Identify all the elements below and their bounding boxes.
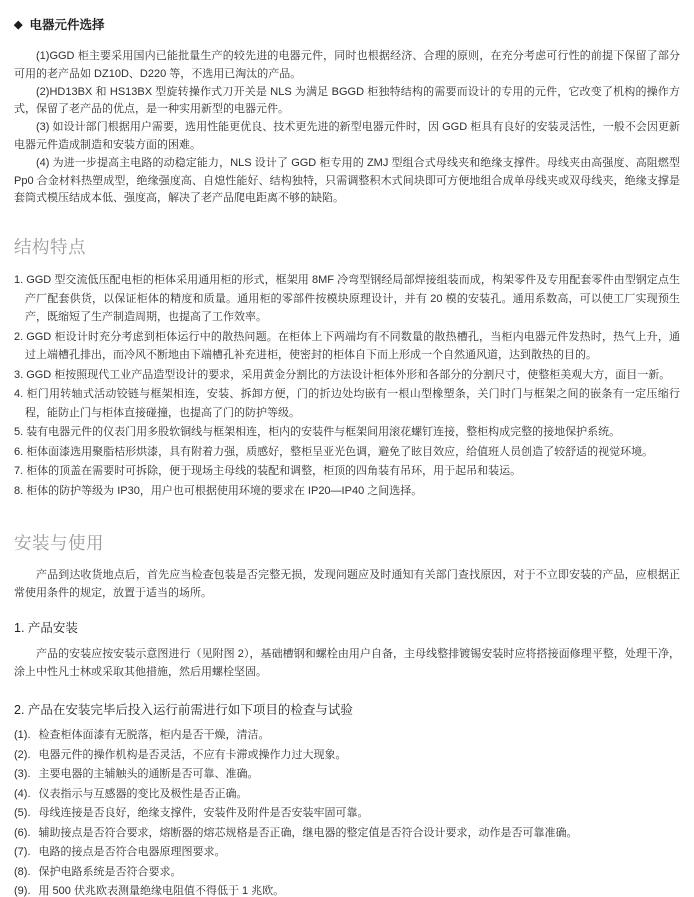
item-number: (5).	[14, 807, 31, 820]
list-item	[14, 885, 680, 897]
item-text: 柜体的防护等级为 IP30，用户也可根据使用环境的要求在 IP20—IP40 之间选择。	[26, 484, 423, 497]
section-title-structure-features: 结构特点	[14, 237, 86, 258]
list-item	[14, 385, 680, 422]
list-item	[14, 462, 680, 481]
item-text: GGD 型交流低压配电柜的柜体采用通用柜的形式，框架用 8MF 冷弯型钢经局部焊接组装而成，构架零件及专用配套零件由型钢定点生产厂配套供货，以保证柜体的精度和质量。通用柜的零部件按模块原理设计，并有 20 模的安装孔。通用系数高，可以使工厂实现预生产，既缩短了生产制造周期，也提高了工作效率。	[25, 274, 680, 324]
section-structure-features	[14, 234, 680, 500]
section-component-selection	[14, 15, 680, 208]
item-text: 辅助接点是否符合要求，熔断器的熔芯规格是否正确，继电器的整定值是否符合设计要求，动作是否可靠准确。	[38, 826, 578, 839]
list-item	[14, 827, 680, 839]
item-text: GGD 柜按照现代工业产品造型设计的要求，采用黄金分割比的方法设计柜体外形和各部分的分割尺寸，使整柜美观大方，面目一新。	[26, 368, 671, 381]
product-install-text: 产品的安装应按安装示意图进行（见附图 2），基础槽钢和螺栓由用户自备，主母线整排镀锡安装时应将搭接面修理平整，处理干净，涂上中性凡士林或采取其他措施，然后用螺栓坚固。	[14, 647, 680, 678]
item-number: 4.	[14, 388, 24, 401]
item-number: (2).	[14, 748, 31, 761]
item-text: 母线连接是否良好，绝缘支撑件，安装件及附件是否安装牢固可靠。	[38, 807, 369, 820]
item-text: 电路的接点是否符合电器原理图要求。	[38, 846, 226, 859]
item-number: 5.	[14, 426, 24, 439]
list-item	[14, 271, 680, 327]
list-item	[14, 328, 680, 365]
item-text: 用 500 伏兆欧表测量绝缘电阻值不得低于 1 兆欧。	[38, 885, 285, 897]
check-list	[14, 729, 680, 897]
list-item	[14, 366, 680, 385]
item-text: GGD 柜设计时充分考虑到柜体运行中的散热问题。在柜体上下两端均有不同数量的散热槽孔，当柜内电器元件发热时，热气上升，通过上端槽孔排出，而冷风不断地由下端槽孔补充进柜，使密封的柜体自下而上形成一个自然通风道，达到散热的目的。	[25, 330, 680, 362]
item-text: 柜门用转轴式活动铰链与框架相连，安装、拆卸方便，门的折边处均嵌有一根山型橡塑条，关门时门与框架之间的嵌条有一定压缩行程，能防止门与柜体直接碰撞，也提高了门的防护等级。	[25, 388, 680, 419]
item-number: 3.	[14, 368, 24, 381]
paragraph-1: (1)GGD 柜主要采用国内已能批量生产的较先进的电器元件，同时也根据经济、合理的原则，在充分考虑可行性的前提下保留了部分可用的老产品如 DZ10D、D220 等，不选用已淘汰的产品。	[14, 50, 680, 80]
subsection-title-checks: 2. 产品在安装完毕后投入运行前需进行如下项目的检查与试验	[14, 703, 353, 718]
section-title-component-selection	[14, 15, 680, 33]
item-text: 保护电路系统是否符合要求。	[38, 865, 182, 878]
item-number: 7.	[14, 465, 24, 478]
paragraph-4: (4) 为进一步提高主电路的动稳定能力，NLS 设计了 GGD 柜专用的 ZMJ 型组合式母线夹和绝缘支撑件。母线夹由高强度、高阻燃型 Pp0 合金材料热塑成型，绝缘强度高、自熄性能好、结构独特，只需调整积木式间块即可方便地组合成单母线夹或双母线夹，绝缘支撑是套筒式模压结成本低、强度高，解决了老产品爬电距离不够的缺陷。	[14, 156, 680, 205]
list-item	[14, 807, 680, 819]
feature-list	[14, 271, 680, 500]
list-item	[14, 788, 680, 800]
item-number: 1.	[14, 274, 24, 287]
item-number: (9).	[14, 885, 31, 897]
section-title-installation: 安装与使用	[14, 533, 104, 554]
list-item	[14, 423, 680, 442]
item-text: 主要电器的主辅触头的通断是否可靠、准确。	[38, 768, 259, 781]
item-number: 2.	[14, 330, 24, 343]
item-text: 电器元件的操作机构是否灵活，不应有卡滞或操作力过大现象。	[38, 748, 347, 761]
item-text: 柜体的顶盖在需要时可拆除，便于现场主母线的装配和调整，柜顶的四角装有吊环，用于起吊和装运。	[26, 465, 522, 478]
item-number: 6.	[14, 445, 24, 458]
list-item	[14, 482, 680, 501]
section-title-text: 电器元件选择	[29, 18, 105, 32]
list-item	[14, 729, 680, 741]
item-number: (6).	[14, 826, 31, 839]
subsection-title-product-install: 1. 产品安装	[14, 620, 78, 635]
paragraph-2: (2)HD13BX 和 HS13BX 型旋转操作式刀开关是 NLS 为满足 BGGD 柜独特结构的需要而设计的专用的元件，它改变了机构的操作方式，保留了老产品的优点，是一种实用新型的电器元件。	[14, 85, 680, 116]
item-text: 柜体面漆选用聚脂桔形烘漆，具有附着力强，质感好，整柜呈亚光色调，避免了眩目效应，给值班人员创造了较舒适的视觉环境。	[26, 445, 654, 458]
item-number: 8.	[14, 484, 24, 497]
diamond-bullet-icon: ◆	[14, 19, 23, 31]
list-item	[14, 866, 680, 878]
item-number: (7).	[14, 846, 31, 859]
item-text: 仪表指示与互感器的变比及极性是否正确。	[38, 787, 248, 800]
item-text: 装有电器元件的仪表门用多股软铜线与框架相连，柜内的安装件与框架间用滚花螺钉连接，整柜构成完整的接地保护系统。	[26, 426, 621, 439]
item-number: (4).	[14, 787, 31, 800]
list-item	[14, 749, 680, 761]
list-item	[14, 443, 680, 462]
item-text: 检查柜体面漆有无脱落，柜内是否干燥，清洁。	[38, 729, 270, 742]
item-number: (1).	[14, 729, 31, 742]
paragraph-3: (3) 如设计部门根据用户需要，选用性能更优良、技术更先进的新型电器元件时，因 GGD 柜具有良好的安装灵活性，一般不会因更新电器元件造成制造和安装方面的困难。	[14, 121, 680, 151]
item-number: (3).	[14, 768, 31, 781]
list-item	[14, 768, 680, 780]
item-number: (8).	[14, 865, 31, 878]
installation-intro: 产品到达收货地点后，首先应当检查包装是否完整无损，发现问题应及时通知有关部门查找原因，对于不立即安装的产品，应根据正常使用条件的规定，放置于适当的场所。	[14, 569, 680, 599]
section-installation	[14, 530, 680, 897]
list-item	[14, 846, 680, 858]
